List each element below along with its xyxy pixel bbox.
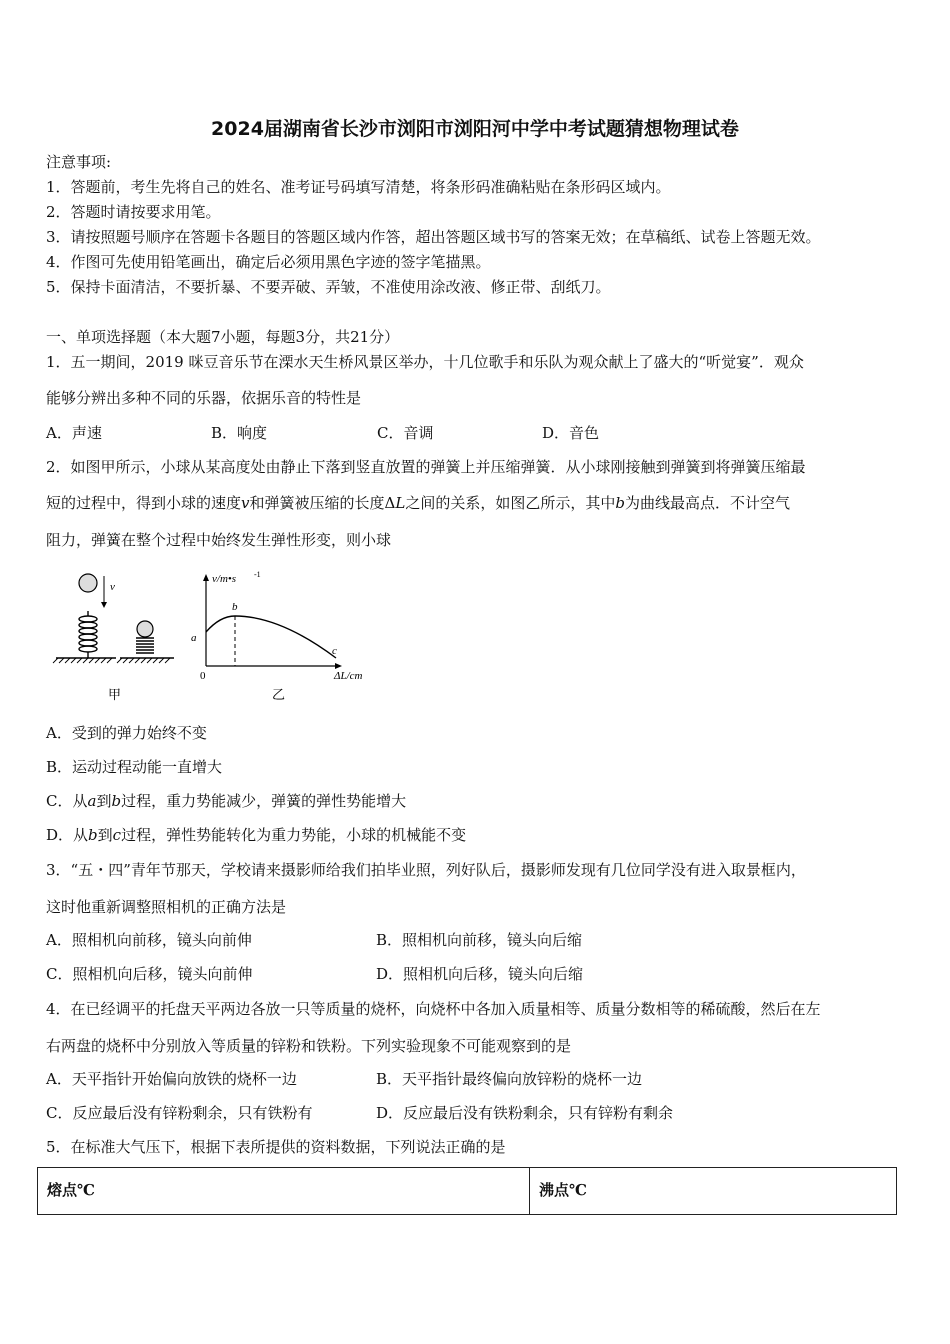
notice-item: 4．作图可先使用铅笔画出，确定后必须用黑色字迹的签字笔描黑。: [46, 253, 491, 271]
point-a-label: a: [191, 632, 197, 644]
q2-option-b: B．运动过程动能一直增大: [46, 758, 223, 776]
y-axis-exponent: -1: [254, 570, 261, 579]
q3-stem: 这时他重新调整照相机的正确方法是: [46, 898, 287, 916]
q5-stem: 5．在标准大气压下，根据下表所提供的资料数据，下列说法正确的是: [46, 1138, 506, 1156]
table-cell: [530, 1168, 896, 1214]
compressed-spring-icon: [136, 638, 154, 653]
page-title: 2024届湖南省长沙市浏阳市浏阳河中学中考试题猜想物理试卷: [211, 118, 739, 140]
q2-figure: [50, 568, 390, 708]
notice-item: 5．保持卡面清洁，不要折暴、不要弄破、弄皱，不准使用涂改液、修正带、刮纸刀。: [46, 278, 611, 296]
q5-data-table: [37, 1167, 897, 1215]
point-b-label: b: [232, 601, 238, 613]
table-cell: [38, 1168, 530, 1214]
q2-option-a: A．受到的弹力始终不变: [46, 724, 207, 742]
q3-option-c: C．照相机向后移，镜头向前伸: [46, 965, 253, 983]
spring-icon: [79, 611, 97, 658]
notice-item: 1．答题前，考生先将自己的姓名、准考证号码填写清楚，将条形码准确粘贴在条形码区域内。: [46, 178, 671, 196]
q4-stem: 4．在已经调平的托盘天平两边各放一只等质量的烧杯，向烧杯中各加入质量相等、质量分数相等的稀硫酸，然后在左: [46, 1000, 821, 1018]
ball-icon: [79, 574, 97, 592]
q2-option-d: D．从b到c过程，弹性势能转化为重力势能，小球的机械能不变: [46, 826, 467, 844]
q4-option-a: A．天平指针开始偏向放铁的烧杯一边: [46, 1070, 297, 1088]
q2-stem: 2．如图甲所示，小球从某高度处由静止下落到竖直放置的弹簧上并压缩弹簧．从小球刚接触到弹簧到将弹簧压缩最: [46, 458, 806, 476]
q4-option-b: B．天平指针最终偏向放锌粉的烧杯一边: [376, 1070, 643, 1088]
notice-item: 2．答题时请按要求用笔。: [46, 203, 221, 221]
notice-item: 3．请按照题号顺序在答题卡各题目的答题区域内作答，超出答题区域书写的答案无效；在草稿纸、试卷上答题无效。: [46, 228, 821, 246]
velocity-curve: [206, 616, 336, 658]
q1-option-d: D．音色: [542, 424, 600, 442]
q2-stem: 短的过程中，得到小球的速度v和弹簧被压缩的长度ΔL之间的关系，如图乙所示，其中b为曲线最高点．不计空气: [46, 494, 790, 512]
q1-option-b: B．响度: [211, 424, 268, 442]
point-c-label: c: [332, 645, 337, 657]
q1-option-a: A．声速: [46, 424, 102, 442]
q2-option-c: C．从a到b过程，重力势能减少，弹簧的弹性势能增大: [46, 792, 407, 810]
table-header-boiling: 沸点℃: [539, 1181, 587, 1199]
q4-stem: 右两盘的烧杯中分别放入等质量的锌粉和铁粉。下列实验现象不可能观察到的是: [46, 1037, 572, 1055]
q4-option-c: C．反应最后没有锌粉剩余，只有铁粉有: [46, 1104, 313, 1122]
y-axis-label: v/m•s: [212, 573, 237, 585]
arrow-v-label: v: [110, 581, 115, 593]
q2-stem: 阻力，弹簧在整个过程中始终发生弹性形变，则小球: [46, 531, 392, 549]
q3-option-a: A．照相机向前移，镜头向前伸: [46, 931, 252, 949]
origin-label: 0: [200, 670, 206, 682]
section-heading: 一、单项选择题（本大题7小题，每题3分，共21分）: [46, 328, 400, 346]
q1-stem: 1．五一期间，2019 咪豆音乐节在溧水天生桥风景区举办，十几位歌手和乐队为观众献上了盛大的“听觉宴”．观众: [46, 353, 804, 371]
table-header-melting: 熔点℃: [47, 1181, 95, 1199]
figure-label-yi: 乙: [272, 688, 286, 703]
figure-label-jia: 甲: [108, 688, 122, 703]
notice-heading: 注意事项:: [46, 153, 112, 171]
q4-option-d: D．反应最后没有铁粉剩余，只有锌粉有剩余: [376, 1104, 674, 1122]
q1-stem: 能够分辨出多种不同的乐器，依据乐音的特性是: [46, 389, 362, 407]
x-axis-label: ΔL/cm: [334, 670, 363, 682]
q3-stem: 3．“五・四”青年节那天，学校请来摄影师给我们拍毕业照，列好队后，摄影师发现有几位同学没有进入取景框内，: [46, 861, 806, 879]
ball-icon: [137, 621, 153, 637]
q3-option-d: D．照相机向后移，镜头向后缩: [376, 965, 584, 983]
q1-option-c: C．音调: [377, 424, 434, 442]
q3-option-b: B．照相机向前移，镜头向后缩: [376, 931, 583, 949]
